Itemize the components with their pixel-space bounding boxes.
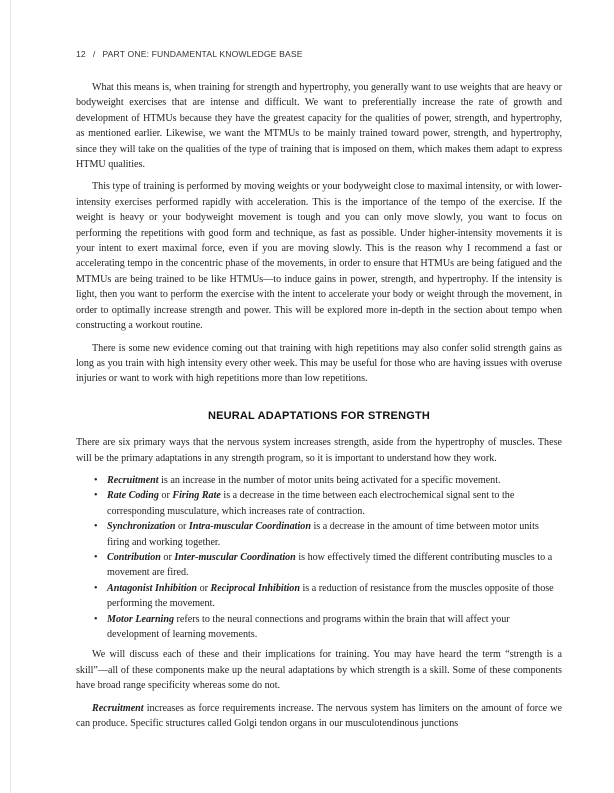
- list-item-text: is a decrease in the time between each electrochemical signal sent to the corresponding musculature, which increases rate of contraction.: [107, 490, 515, 517]
- paragraph: This type of training is performed by moving weights or your bodyweight close to maximal intensity, or with lower-intensity exercises performed rapidly with acceleration. This is the importance of the tempo of the exercise. If the weight is heavy or your bodyweight movement is tough and you can only move slowly, you want to focus on performing the repetitions with good form and technique, as fast as possible. Under higher-intensity movements it is your intent to exert maximal force, even if you are moving slowly. This is the reason why I recommend a fast or accelerating tempo in the concentric phase of the movements, in order to ensure that HTMUs are being fatigued and the MTMUs are being trained to be like HTMUs—to induce gains in power, strength, and hypertrophy. If the intensity is light, then you want to perform the exercise with the intent to accelerate your body or weight through the movement, in order to optimally increase strength and power. This will be explored more in-depth in the section about tempo when constructing a workout routine.: [76, 181, 562, 332]
- term: Rate Coding: [107, 490, 159, 502]
- term-joiner: or: [158, 490, 173, 502]
- term-alt: Inter-muscular Coordination: [174, 551, 296, 563]
- term: Synchronization: [107, 521, 176, 533]
- list-item: [107, 581, 562, 612]
- term-alt: Intra-muscular Coordination: [188, 521, 311, 533]
- list-item: [107, 519, 562, 550]
- list-item-text: refers to the neural connections and programs within the brain that will affect your development of learning movements.: [107, 613, 510, 640]
- page-number: 12: [76, 49, 86, 59]
- term: Recruitment: [107, 474, 159, 486]
- paragraph: We will discuss each of these and their implications for training. You may have heard the term “strength is a skill”—all of these components make up the neural adaptations by which strength is a skill. Some of these components have broad range specificity whereas some do not.: [76, 649, 562, 692]
- section-intro: There are six primary ways that the nervous system increases strength, aside from the hypertrophy of muscles. These will be the primary adaptations in any strength program, so it is important to understand how they work.: [76, 437, 562, 464]
- list-item-text: is a reduction of resistance from the muscles opposite of those performing the movement.: [107, 582, 554, 610]
- term: Recruitment: [92, 702, 144, 714]
- paragraph: What this means is, when training for strength and hypertrophy, you generally want to use weights that are heavy or bodyweight exercises that are intense and difficult. We want to preferentially increase the rate of growth and development of HTMUs because they have the greatest capacity for the qualities of power, strength, and hypertrophy, as mentioned earlier. Likewise, we want the MTMUs to be mainly trained toward power, strength, and hypertrophy, since they will take on the qualities of the type of training that is imposed on them, which makes them adapt to express HTMU qualities.: [76, 82, 562, 171]
- paragraph: There is some new evidence coming out that training with high repetitions may also confer solid strength gains as long as you train with high intensity every other week. This may be useful for those who are having issues with overuse injuries or want to work with high repetitions more than low repetitions.: [76, 342, 562, 385]
- running-head: [76, 49, 303, 59]
- running-head-separator: /: [92, 49, 96, 59]
- term: Antagonist Inhibition: [107, 582, 198, 594]
- term-joiner: or: [197, 582, 211, 594]
- list-item: [107, 550, 562, 581]
- term-alt: Firing Rate: [172, 490, 221, 502]
- body-text: [76, 80, 562, 738]
- section-heading: NEURAL ADAPTATIONS FOR STRENGTH: [207, 409, 431, 422]
- paragraph-text: increases as force requirements increase. The nervous system has limiters on the amount of force we can produce. Specific structures called Golgi tendon organs in our musculotendinous junctions: [76, 702, 562, 730]
- list-item-text: is a decrease in the amount of time between motor units firing and working together.: [107, 521, 539, 548]
- term: Contribution: [107, 551, 161, 563]
- list-item: [107, 612, 562, 643]
- list-item-text: is how effectively timed the different contributing muscles to a movement are fired.: [107, 551, 553, 579]
- adaptations-list: [76, 473, 562, 642]
- term: Motor Learning: [107, 613, 175, 625]
- list-item: [107, 488, 562, 519]
- list-item: [107, 473, 562, 488]
- paragraph: [76, 701, 562, 732]
- part-title: PART ONE: FUNDAMENTAL KNOWLEDGE BASE: [102, 49, 303, 59]
- term-joiner: or: [175, 521, 189, 533]
- list-item-text: is an increase in the number of motor units being activated for a specific movement.: [158, 474, 501, 486]
- term-joiner: or: [160, 551, 175, 563]
- term-alt: Reciprocal Inhibition: [210, 582, 300, 594]
